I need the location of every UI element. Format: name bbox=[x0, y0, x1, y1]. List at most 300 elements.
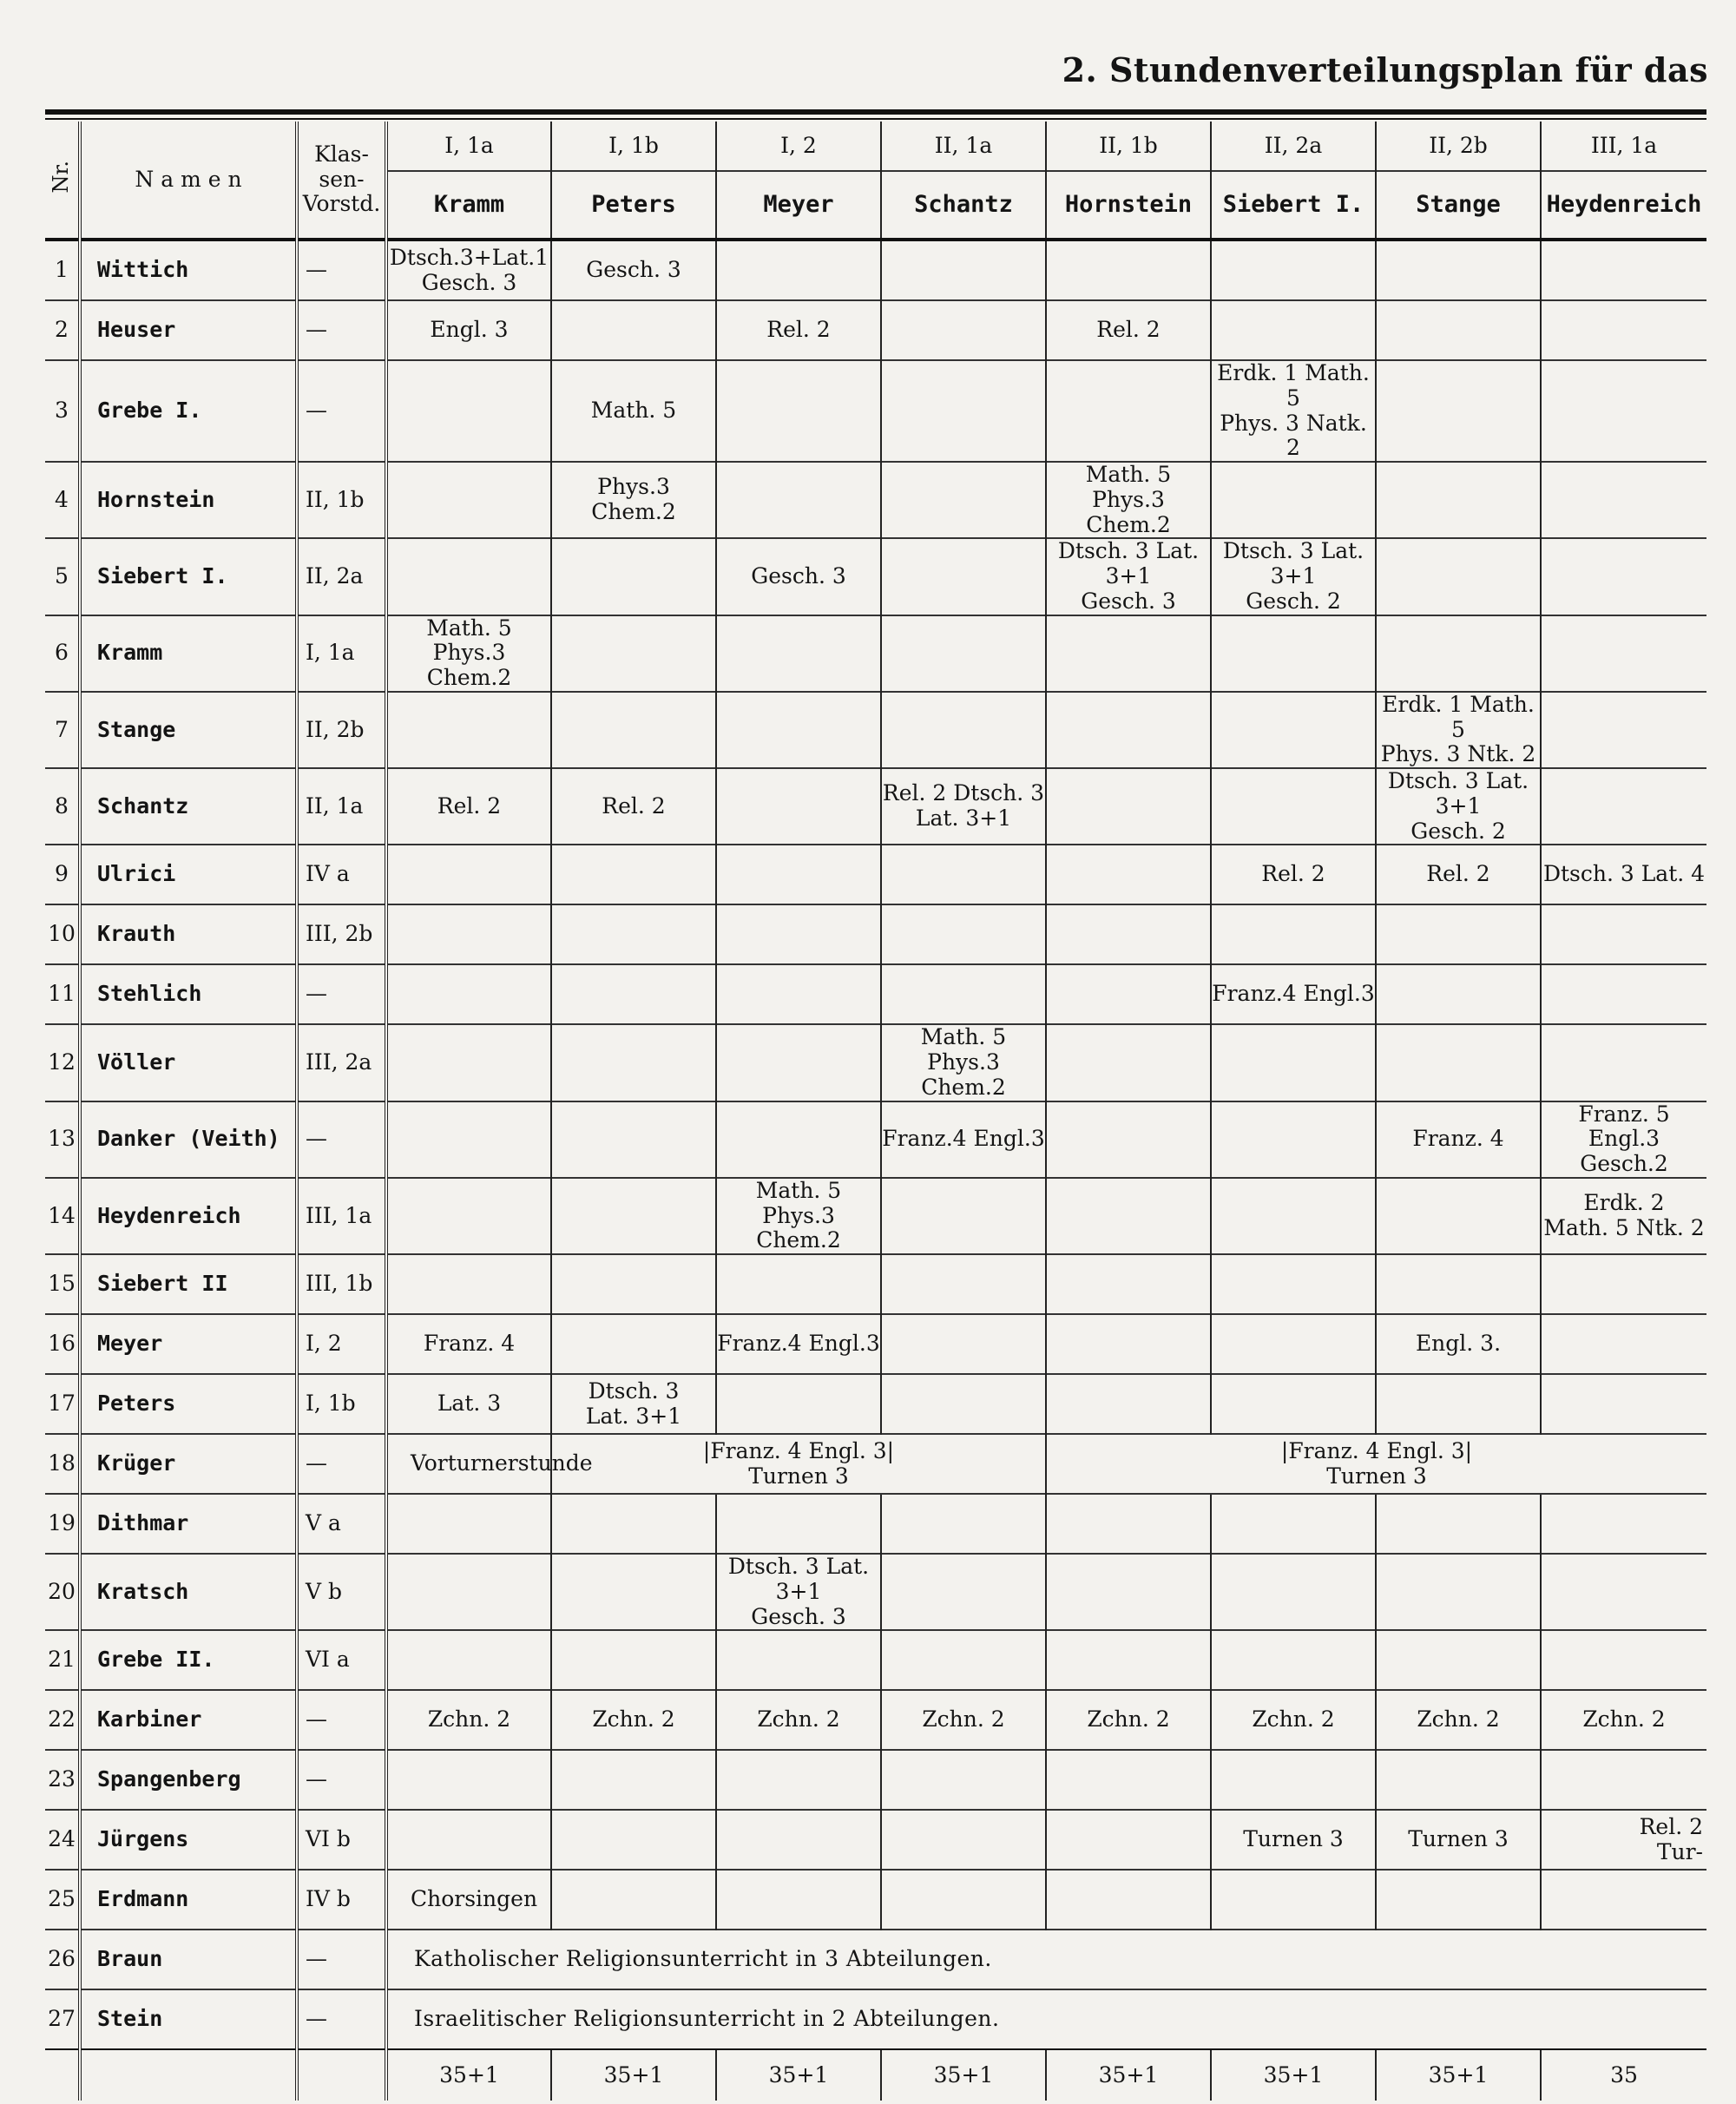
lesson-cell bbox=[1046, 1178, 1211, 1254]
lesson-cell bbox=[1211, 1178, 1376, 1254]
lesson-cell bbox=[1211, 300, 1376, 360]
lesson-cell bbox=[716, 1870, 881, 1930]
class-header: II, 2a bbox=[1211, 122, 1376, 171]
lesson-cell: Franz.4 Engl.3 bbox=[716, 1314, 881, 1374]
lesson-cell bbox=[716, 1810, 881, 1870]
teacher-name: Dithmar bbox=[80, 1494, 297, 1554]
teacher-header: Stange bbox=[1376, 171, 1541, 240]
class-header: II, 1a bbox=[881, 122, 1046, 171]
lesson-cell: Lat. 3 bbox=[386, 1374, 551, 1434]
lesson-cell: Rel. 2 bbox=[1046, 300, 1211, 360]
table-row bbox=[45, 240, 1706, 300]
total-cell: 35+1 bbox=[881, 2049, 1046, 2101]
lesson-cell bbox=[1211, 615, 1376, 692]
lesson-cell bbox=[1211, 1024, 1376, 1101]
nr-header-label: Nr. bbox=[49, 160, 74, 194]
lesson-cell: Rel. 2 Tur- bbox=[1541, 1810, 1706, 1870]
lesson-cell bbox=[1046, 1870, 1211, 1930]
class-head-teacher: I, 2 bbox=[297, 1314, 386, 1374]
class-head-teacher: — bbox=[297, 964, 386, 1024]
class-head-teacher: VI b bbox=[297, 1810, 386, 1870]
lesson-cell bbox=[551, 1554, 716, 1630]
lesson-cell bbox=[551, 615, 716, 692]
lesson-cell bbox=[1376, 1178, 1541, 1254]
total-cell: 35+1 bbox=[551, 2049, 716, 2101]
lesson-cell bbox=[386, 1178, 551, 1254]
teacher-name: Peters bbox=[80, 1374, 297, 1434]
lesson-cell bbox=[551, 692, 716, 768]
row-number: 15 bbox=[45, 1254, 80, 1314]
lesson-cell bbox=[1046, 768, 1211, 845]
totals-blank bbox=[80, 2049, 297, 2101]
row-number: 6 bbox=[45, 615, 80, 692]
lesson-cell bbox=[1376, 615, 1541, 692]
lesson-cell: Erdk. 1 Math. 5 Phys. 3 Ntk. 2 bbox=[1376, 692, 1541, 768]
teacher-name: Ulrici bbox=[80, 845, 297, 904]
lesson-cell: Math. 5 Phys.3 Chem.2 bbox=[881, 1024, 1046, 1101]
table-row bbox=[45, 1434, 1706, 1494]
class-header: II, 1b bbox=[1046, 122, 1211, 171]
lesson-cell bbox=[551, 1178, 716, 1254]
lesson-cell bbox=[1541, 1554, 1706, 1630]
lesson-cell bbox=[881, 1254, 1046, 1314]
class-head-teacher: III, 2b bbox=[297, 904, 386, 964]
lesson-cell bbox=[551, 1494, 716, 1554]
lesson-cell bbox=[1211, 904, 1376, 964]
lesson-cell bbox=[881, 1870, 1046, 1930]
row-number: 23 bbox=[45, 1750, 80, 1810]
lesson-cell bbox=[1046, 1554, 1211, 1630]
class-head-teacher: — bbox=[297, 1930, 386, 1989]
table-row bbox=[45, 1254, 1706, 1314]
teacher-name: Meyer bbox=[80, 1314, 297, 1374]
table-row bbox=[45, 964, 1706, 1024]
lesson-cell bbox=[1541, 300, 1706, 360]
lesson-cell bbox=[386, 904, 551, 964]
lesson-cell bbox=[386, 1101, 551, 1178]
class-head-teacher: I, 1a bbox=[297, 615, 386, 692]
lesson-cell: Rel. 2 bbox=[551, 768, 716, 845]
spanning-note: Katholischer Religionsunterricht in 3 Abteilungen. bbox=[386, 1930, 1706, 1989]
lesson-cell: Erdk. 2 Math. 5 Ntk. 2 bbox=[1541, 1178, 1706, 1254]
table-row bbox=[45, 768, 1706, 845]
row-number: 9 bbox=[45, 845, 80, 904]
lesson-cell bbox=[881, 1374, 1046, 1434]
teacher-name: Kramm bbox=[80, 615, 297, 692]
lesson-cell: Phys.3 Chem.2 bbox=[551, 462, 716, 538]
total-cell: 35 bbox=[1541, 2049, 1706, 2101]
lesson-cell bbox=[551, 1630, 716, 1690]
teacher-name: Danker (Veith) bbox=[80, 1101, 297, 1178]
lesson-cell bbox=[1046, 360, 1211, 462]
lesson-cell bbox=[1211, 1314, 1376, 1374]
table-row bbox=[45, 462, 1706, 538]
total-cell: 35+1 bbox=[386, 2049, 551, 2101]
table-row bbox=[45, 360, 1706, 462]
lesson-cell bbox=[386, 538, 551, 615]
teacher-name: Stange bbox=[80, 692, 297, 768]
lesson-cell bbox=[1211, 692, 1376, 768]
lesson-cell bbox=[386, 1254, 551, 1314]
total-cell: 35+1 bbox=[1046, 2049, 1211, 2101]
lesson-cell bbox=[1046, 1494, 1211, 1554]
spanning-note: Israelitischer Religionsunterricht in 2 Abteilungen. bbox=[386, 1989, 1706, 2049]
row-number: 26 bbox=[45, 1930, 80, 1989]
row-note: Chorsingen bbox=[386, 1870, 551, 1930]
table-row bbox=[45, 1870, 1706, 1930]
lesson-cell bbox=[1541, 462, 1706, 538]
lesson-cell: Zchn. 2 bbox=[551, 1690, 716, 1750]
teacher-header: Kramm bbox=[386, 171, 551, 240]
lesson-cell bbox=[386, 1630, 551, 1690]
lesson-cell bbox=[1211, 462, 1376, 538]
lesson-cell bbox=[1541, 240, 1706, 300]
lesson-cell bbox=[386, 360, 551, 462]
lesson-cell: Turnen 3 bbox=[1211, 1810, 1376, 1870]
lesson-cell bbox=[1376, 360, 1541, 462]
lesson-cell bbox=[386, 462, 551, 538]
lesson-cell: Franz. 4 bbox=[386, 1314, 551, 1374]
lesson-cell bbox=[1541, 1630, 1706, 1690]
teacher-header: Meyer bbox=[716, 171, 881, 240]
lesson-cell: Franz. 5 Engl.3 Gesch.2 bbox=[1541, 1101, 1706, 1178]
lesson-cell bbox=[881, 462, 1046, 538]
row-number: 13 bbox=[45, 1101, 80, 1178]
lesson-cell bbox=[1376, 1024, 1541, 1101]
row-number: 8 bbox=[45, 768, 80, 845]
lesson-cell bbox=[881, 1750, 1046, 1810]
lesson-cell bbox=[1541, 1374, 1706, 1434]
lesson-cell bbox=[881, 1810, 1046, 1870]
lesson-cell: Dtsch. 3 Lat. 3+1 Gesch. 3 bbox=[716, 1554, 881, 1630]
lesson-cell bbox=[1211, 1554, 1376, 1630]
lesson-cell bbox=[1376, 1870, 1541, 1930]
lesson-cell bbox=[551, 1870, 716, 1930]
lesson-cell bbox=[716, 462, 881, 538]
lesson-cell: Franz. 4 bbox=[1376, 1101, 1541, 1178]
lesson-cell bbox=[1376, 240, 1541, 300]
lesson-cell bbox=[881, 964, 1046, 1024]
teacher-name: Krüger bbox=[80, 1434, 297, 1494]
lesson-cell bbox=[1211, 1254, 1376, 1314]
teacher-name: Stein bbox=[80, 1989, 297, 2049]
lesson-cell bbox=[1376, 1750, 1541, 1810]
lesson-cell bbox=[716, 964, 881, 1024]
teacher-name: Heydenreich bbox=[80, 1178, 297, 1254]
row-number: 22 bbox=[45, 1690, 80, 1750]
lesson-cell: Rel. 2 Dtsch. 3 Lat. 3+1 bbox=[881, 768, 1046, 845]
teacher-name: Siebert II bbox=[80, 1254, 297, 1314]
lesson-cell bbox=[386, 692, 551, 768]
lesson-cell: Rel. 2 bbox=[1211, 845, 1376, 904]
lesson-cell bbox=[1211, 1101, 1376, 1178]
page-title: 2. Stundenverteilungsplan für das bbox=[1062, 50, 1708, 89]
lesson-cell: Gesch. 3 bbox=[716, 538, 881, 615]
class-head-teacher: IV b bbox=[297, 1870, 386, 1930]
table-row bbox=[45, 1314, 1706, 1374]
lesson-cell bbox=[1046, 240, 1211, 300]
teacher-name: Karbiner bbox=[80, 1690, 297, 1750]
lesson-cell bbox=[881, 615, 1046, 692]
lesson-cell: Zchn. 2 bbox=[1211, 1690, 1376, 1750]
lesson-cell bbox=[716, 360, 881, 462]
lesson-cell: Zchn. 2 bbox=[716, 1690, 881, 1750]
lesson-cell bbox=[1376, 1374, 1541, 1434]
lesson-cell: Dtsch. 3 Lat. 4 bbox=[1541, 845, 1706, 904]
teacher-name: Wittich bbox=[80, 240, 297, 300]
row-number: 17 bbox=[45, 1374, 80, 1434]
lesson-cell: Rel. 2 bbox=[1376, 845, 1541, 904]
teacher-name: Grebe I. bbox=[80, 360, 297, 462]
lesson-cell bbox=[551, 964, 716, 1024]
lesson-cell: Zchn. 2 bbox=[1376, 1690, 1541, 1750]
table-row bbox=[45, 1024, 1706, 1101]
class-head-teacher: — bbox=[297, 1750, 386, 1810]
teacher-name: Heuser bbox=[80, 300, 297, 360]
lesson-cell bbox=[1211, 1630, 1376, 1690]
lesson-cell: Dtsch.3+Lat.1 Gesch. 3 bbox=[386, 240, 551, 300]
table-row bbox=[45, 1750, 1706, 1810]
class-head-teacher: — bbox=[297, 240, 386, 300]
lesson-cell bbox=[1211, 1750, 1376, 1810]
totals-blank bbox=[45, 2049, 80, 2101]
lesson-cell: Engl. 3 bbox=[386, 300, 551, 360]
lesson-cell bbox=[551, 845, 716, 904]
lesson-cell: Rel. 2 bbox=[386, 768, 551, 845]
lesson-cell: Franz.4 Engl.3 bbox=[881, 1101, 1046, 1178]
lesson-cell bbox=[386, 1554, 551, 1630]
lesson-cell: Engl. 3. bbox=[1376, 1314, 1541, 1374]
class-header: I, 1b bbox=[551, 122, 716, 171]
class-head-teacher: III, 1b bbox=[297, 1254, 386, 1314]
lesson-cell bbox=[1541, 964, 1706, 1024]
lesson-cell bbox=[1211, 768, 1376, 845]
lesson-cell bbox=[1541, 1750, 1706, 1810]
lesson-cell bbox=[1211, 240, 1376, 300]
lesson-cell: Erdk. 1 Math. 5 Phys. 3 Natk. 2 bbox=[1211, 360, 1376, 462]
teacher-name: Stehlich bbox=[80, 964, 297, 1024]
table-row bbox=[45, 1101, 1706, 1178]
lesson-cell bbox=[716, 904, 881, 964]
lesson-cell bbox=[1376, 1254, 1541, 1314]
class-header: III, 1a bbox=[1541, 122, 1706, 171]
lesson-cell bbox=[551, 1314, 716, 1374]
lesson-cell bbox=[1541, 360, 1706, 462]
lesson-cell: Math. 5 Phys.3 Chem.2 bbox=[386, 615, 551, 692]
lesson-cell bbox=[386, 1750, 551, 1810]
lesson-cell bbox=[1046, 1101, 1211, 1178]
row-number: 5 bbox=[45, 538, 80, 615]
row-number: 16 bbox=[45, 1314, 80, 1374]
row-number: 4 bbox=[45, 462, 80, 538]
class-head-teacher: II, 1a bbox=[297, 768, 386, 845]
table-row bbox=[45, 845, 1706, 904]
teacher-name: Krauth bbox=[80, 904, 297, 964]
table-row bbox=[45, 1178, 1706, 1254]
teacher-header: Peters bbox=[551, 171, 716, 240]
table-row bbox=[45, 692, 1706, 768]
lesson-cell bbox=[716, 1024, 881, 1101]
teacher-name: Hornstein bbox=[80, 462, 297, 538]
row-number: 1 bbox=[45, 240, 80, 300]
lesson-cell bbox=[881, 1630, 1046, 1690]
lesson-cell bbox=[716, 1750, 881, 1810]
class-head-teacher: II, 1b bbox=[297, 462, 386, 538]
lesson-cell bbox=[551, 1101, 716, 1178]
teacher-header: Heydenreich bbox=[1541, 171, 1706, 240]
class-head-teacher: — bbox=[297, 300, 386, 360]
lesson-cell bbox=[881, 1554, 1046, 1630]
table-row bbox=[45, 1810, 1706, 1870]
row-number: 3 bbox=[45, 360, 80, 462]
lesson-cell bbox=[1046, 1254, 1211, 1314]
lesson-cell bbox=[881, 300, 1046, 360]
lesson-cell: Dtsch. 3 Lat. 3+1 Gesch. 2 bbox=[1376, 768, 1541, 845]
lesson-cell bbox=[881, 1314, 1046, 1374]
lesson-cell bbox=[716, 1494, 881, 1554]
lesson-cell bbox=[881, 538, 1046, 615]
teacher-header: Hornstein bbox=[1046, 171, 1211, 240]
lesson-cell bbox=[1541, 615, 1706, 692]
class-head-teacher: V a bbox=[297, 1494, 386, 1554]
lesson-cell bbox=[1046, 904, 1211, 964]
lesson-cell bbox=[1541, 538, 1706, 615]
lesson-cell: Zchn. 2 bbox=[1046, 1690, 1211, 1750]
row-number: 19 bbox=[45, 1494, 80, 1554]
class-head-teacher: II, 2b bbox=[297, 692, 386, 768]
class-head-teacher: — bbox=[297, 1690, 386, 1750]
class-head-teacher: III, 1a bbox=[297, 1178, 386, 1254]
lesson-cell bbox=[551, 1254, 716, 1314]
teacher-name: Grebe II. bbox=[80, 1630, 297, 1690]
lesson-cell bbox=[1211, 1870, 1376, 1930]
lesson-cell bbox=[551, 300, 716, 360]
lesson-cell bbox=[1376, 904, 1541, 964]
lesson-cell bbox=[716, 240, 881, 300]
combined-lesson: |Franz. 4 Engl. 3| Turnen 3 bbox=[1046, 1434, 1706, 1494]
table-row bbox=[45, 1494, 1706, 1554]
lesson-cell bbox=[881, 1178, 1046, 1254]
lesson-cell bbox=[386, 964, 551, 1024]
lesson-cell bbox=[881, 845, 1046, 904]
class-head-teacher: I, 1b bbox=[297, 1374, 386, 1434]
lesson-cell bbox=[1376, 538, 1541, 615]
table-row bbox=[45, 1374, 1706, 1434]
lesson-cell bbox=[1376, 1630, 1541, 1690]
row-note: Vorturnerstunde bbox=[386, 1434, 551, 1494]
row-number: 20 bbox=[45, 1554, 80, 1630]
table-row bbox=[45, 1554, 1706, 1630]
lesson-cell: Dtsch. 3 Lat. 3+1 bbox=[551, 1374, 716, 1434]
lesson-cell bbox=[1376, 1554, 1541, 1630]
row-number: 7 bbox=[45, 692, 80, 768]
lesson-cell: Turnen 3 bbox=[1376, 1810, 1541, 1870]
class-head-teacher: V b bbox=[297, 1554, 386, 1630]
table-row bbox=[45, 615, 1706, 692]
lesson-cell bbox=[881, 360, 1046, 462]
row-number: 24 bbox=[45, 1810, 80, 1870]
teacher-name: Schantz bbox=[80, 768, 297, 845]
lesson-cell bbox=[1541, 1254, 1706, 1314]
class-header: I, 1a bbox=[386, 122, 551, 171]
class-head-teacher: — bbox=[297, 360, 386, 462]
lesson-cell: Rel. 2 bbox=[716, 300, 881, 360]
lesson-cell bbox=[1541, 1024, 1706, 1101]
table-row bbox=[45, 1630, 1706, 1690]
row-number: 2 bbox=[45, 300, 80, 360]
lesson-cell bbox=[1211, 1494, 1376, 1554]
vorstd-header: Klas- sen- Vorstd. bbox=[297, 122, 386, 240]
row-number: 11 bbox=[45, 964, 80, 1024]
total-cell: 35+1 bbox=[1376, 2049, 1541, 2101]
lesson-cell bbox=[1046, 1810, 1211, 1870]
teacher-header: Schantz bbox=[881, 171, 1046, 240]
lesson-cell bbox=[716, 1374, 881, 1434]
combined-lesson: |Franz. 4 Engl. 3| Turnen 3 bbox=[551, 1434, 1046, 1494]
lesson-cell bbox=[1046, 1630, 1211, 1690]
class-head-teacher: — bbox=[297, 1989, 386, 2049]
lesson-cell: Math. 5 Phys.3 Chem.2 bbox=[1046, 462, 1211, 538]
class-head-teacher: — bbox=[297, 1101, 386, 1178]
lesson-cell bbox=[881, 692, 1046, 768]
total-cell: 35+1 bbox=[1211, 2049, 1376, 2101]
class-head-teacher: III, 2a bbox=[297, 1024, 386, 1101]
lesson-cell bbox=[551, 1750, 716, 1810]
row-number: 12 bbox=[45, 1024, 80, 1101]
class-head-teacher: VI a bbox=[297, 1630, 386, 1690]
lesson-cell bbox=[386, 1494, 551, 1554]
lesson-cell bbox=[1046, 1024, 1211, 1101]
lesson-cell: Math. 5 bbox=[551, 360, 716, 462]
class-head-teacher: — bbox=[297, 1434, 386, 1494]
lesson-cell: Gesch. 3 bbox=[551, 240, 716, 300]
lesson-cell bbox=[551, 904, 716, 964]
lesson-cell bbox=[1376, 1494, 1541, 1554]
lesson-cell bbox=[716, 615, 881, 692]
total-cell: 35+1 bbox=[716, 2049, 881, 2101]
teacher-name: Erdmann bbox=[80, 1870, 297, 1930]
lesson-cell bbox=[1541, 1314, 1706, 1374]
lesson-cell bbox=[551, 1810, 716, 1870]
lesson-cell bbox=[386, 845, 551, 904]
lesson-cell: Zchn. 2 bbox=[881, 1690, 1046, 1750]
lesson-cell: Dtsch. 3 Lat. 3+1 Gesch. 2 bbox=[1211, 538, 1376, 615]
lesson-cell bbox=[716, 1254, 881, 1314]
table-row bbox=[45, 538, 1706, 615]
lesson-cell bbox=[551, 538, 716, 615]
lesson-cell bbox=[1046, 1750, 1211, 1810]
lesson-cell bbox=[1046, 845, 1211, 904]
teacher-name: Siebert I. bbox=[80, 538, 297, 615]
lesson-cell bbox=[1046, 1374, 1211, 1434]
lesson-cell bbox=[1541, 904, 1706, 964]
teacher-name: Völler bbox=[80, 1024, 297, 1101]
totals-row bbox=[45, 2049, 1706, 2101]
row-number: 21 bbox=[45, 1630, 80, 1690]
lesson-cell: Dtsch. 3 Lat. 3+1 Gesch. 3 bbox=[1046, 538, 1211, 615]
lesson-cell: Zchn. 2 bbox=[1541, 1690, 1706, 1750]
class-header: I, 2 bbox=[716, 122, 881, 171]
nr-header bbox=[45, 122, 80, 240]
lesson-cell bbox=[386, 1024, 551, 1101]
lesson-cell bbox=[716, 845, 881, 904]
lesson-cell bbox=[716, 1101, 881, 1178]
table-row bbox=[45, 300, 1706, 360]
lesson-cell bbox=[716, 1630, 881, 1690]
lesson-cell: Franz.4 Engl.3 bbox=[1211, 964, 1376, 1024]
header-rule-thin bbox=[45, 118, 1706, 120]
names-header: N a m e n bbox=[80, 122, 297, 240]
